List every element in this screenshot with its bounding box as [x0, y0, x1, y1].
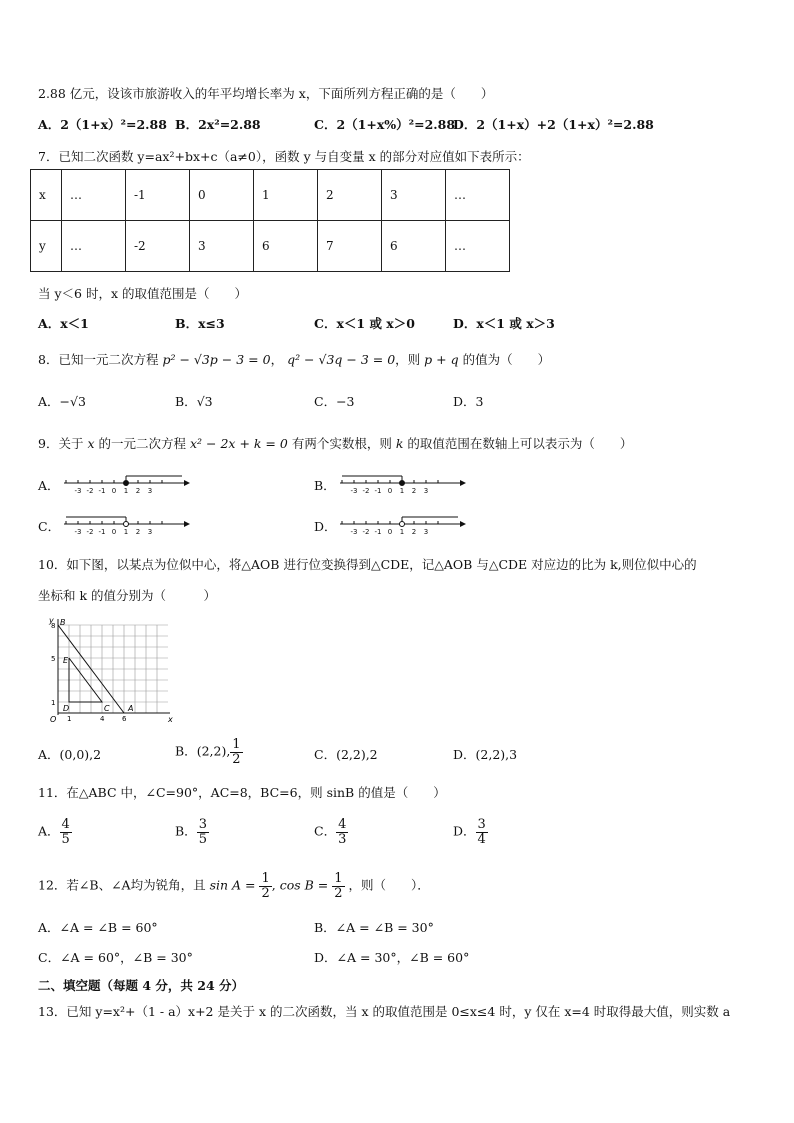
table-cell: 3 [190, 221, 254, 272]
tick-label: -1 [374, 528, 382, 536]
tick-label: 1 [399, 528, 405, 536]
q11-option-a[interactable] [38, 818, 72, 846]
q11-fraction-a [60, 818, 72, 846]
tick-label: 2 [135, 487, 141, 495]
table-cell: 6 [254, 221, 318, 272]
q12-stem-a: 12．若∠B、∠A均为锐角，且 [38, 877, 206, 893]
q6-option-c[interactable]: C．2（1+x%）²=2.88 [314, 117, 456, 132]
numerator: 4 [338, 817, 347, 832]
q12-option-a[interactable]: A．∠A = ∠B = 60° [38, 920, 158, 935]
ytick: 1 [51, 699, 56, 707]
option-letter: D． [453, 747, 476, 762]
q8-option-a[interactable] [38, 392, 86, 410]
option-letter: C． [314, 823, 337, 839]
q8-eq1: p² − √3p − 3 = 0 [162, 352, 271, 367]
tick-label: -2 [362, 487, 370, 495]
table-cell: 7 [318, 221, 382, 272]
tick-label: 3 [423, 528, 429, 536]
option-letter: D． [453, 823, 476, 839]
q9-option-a[interactable] [38, 476, 60, 494]
q9-stem-a: 9．关于 [38, 436, 84, 451]
q8-stem-a: 8．已知一元二次方程 [38, 352, 159, 367]
table-cell: -1 [126, 170, 190, 221]
closed-point [400, 481, 405, 486]
option-letter: A． [38, 823, 60, 839]
label-D: D [63, 704, 70, 713]
q6-stem: 2.88 亿元，设该市旅游收入的年平均增长率为 x，下面所列方程正确的是（ ） [38, 86, 494, 101]
q12-option-c[interactable]: C．∠A = 60°，∠B = 30° [38, 950, 193, 965]
table-cell: y [31, 221, 62, 272]
q10-value-c: (2,2),2 [336, 747, 378, 762]
arrow-head [184, 521, 190, 527]
q12-stem [38, 872, 430, 900]
tick-label: -1 [98, 528, 106, 536]
q8-eq2: q² − √3q − 3 = 0 [287, 352, 396, 367]
xtick: 6 [122, 715, 127, 723]
denominator: 5 [61, 831, 70, 847]
q12-cosB: cos B = [279, 877, 329, 893]
table-cell: 2 [318, 170, 382, 221]
tick-label: -1 [98, 487, 106, 495]
label-E: E [63, 656, 69, 665]
q8-option-c[interactable] [314, 392, 355, 410]
closed-point [124, 481, 129, 486]
number-line-b [336, 470, 466, 496]
option-letter: D． [453, 394, 476, 409]
option-letter: B． [175, 394, 197, 409]
q9-stem-b: 的一元二次方程 [98, 436, 186, 451]
q10-option-c[interactable] [314, 745, 378, 763]
tick-label: -1 [374, 487, 382, 495]
label-x: x [168, 715, 173, 724]
open-point [400, 522, 405, 527]
q11-stem: 11．在△ABC 中，∠C=90°，AC=8，BC=6，则 sinB 的值是（ ） [38, 785, 446, 800]
q7-stem: 7．已知二次函数 y=ax²+bx+c（a≠0），函数 y 与自变量 x 的部分对应值如下表所示： [38, 149, 530, 164]
numerator: 1 [232, 737, 241, 752]
q10-option-a[interactable] [38, 745, 101, 763]
q11-option-d[interactable] [453, 818, 488, 846]
tick-label: 3 [423, 487, 429, 495]
q10-fraction-b [230, 738, 242, 766]
ytick: 8 [51, 622, 56, 630]
q8-option-d[interactable] [453, 392, 483, 410]
q11-fraction-d [476, 818, 488, 846]
q9-eq: x² − 2x + k = 0 [189, 436, 288, 451]
option-letter: D． [314, 519, 337, 534]
xtick: 1 [67, 715, 72, 723]
numerator: 1 [334, 871, 343, 886]
numerator: 3 [198, 817, 207, 832]
q8-value-c: −3 [336, 394, 355, 409]
option-letter: A． [38, 478, 60, 493]
q12-frac-sin [259, 872, 271, 900]
table-cell: … [62, 170, 126, 221]
q7-option-b[interactable]: B．x≤3 [175, 316, 225, 331]
tick-label: 3 [147, 487, 153, 495]
table-cell: x [31, 170, 62, 221]
q10-value-d: (2,2),3 [475, 747, 518, 762]
q8-stem-c: 的值为（ ） [462, 352, 551, 367]
denominator: 2 [232, 751, 241, 767]
q11-fraction-b [197, 818, 209, 846]
q9-stem-c: 有两个实数根，则 [291, 436, 392, 451]
tick-label: 0 [111, 528, 117, 536]
table-cell: 0 [190, 170, 254, 221]
tick-label: 0 [387, 487, 393, 495]
xtick: 4 [100, 715, 105, 723]
q9-var-x: x [87, 436, 95, 451]
tick-label: 1 [123, 487, 129, 495]
q10-value-a: (0,0),2 [59, 747, 102, 762]
numerator: 3 [477, 817, 486, 832]
q9-option-d[interactable] [314, 517, 337, 535]
q12-stem-b: ，则（ ）． [348, 877, 430, 893]
label-A: A [128, 704, 134, 713]
option-letter: B． [175, 743, 197, 759]
table-cell: 3 [382, 170, 446, 221]
q8-value-a: −√3 [59, 394, 86, 409]
q8-value-b: √3 [196, 394, 213, 409]
tick-label: 3 [147, 528, 153, 536]
table-cell: … [62, 221, 126, 272]
tick-label: 1 [123, 528, 129, 536]
open-point [124, 522, 129, 527]
tick-label: -3 [350, 528, 358, 536]
numerator: 4 [61, 817, 70, 832]
q12-comma: , [271, 877, 276, 893]
option-letter: C． [38, 519, 61, 534]
q11-option-c[interactable] [314, 818, 348, 846]
q9-stem [38, 434, 632, 452]
q8-option-b[interactable] [175, 392, 213, 410]
tick-label: -2 [362, 528, 370, 536]
tick-label: -2 [86, 528, 94, 536]
q12-frac-cos [332, 872, 344, 900]
denominator: 5 [198, 831, 207, 847]
q9-option-b[interactable] [314, 476, 336, 494]
tick-label: -2 [86, 487, 94, 495]
q6-option-a[interactable]: A．2（1+x）²=2.88 [38, 117, 167, 132]
section-title: 二、填空题（每题 4 分，共 24 分） [38, 978, 245, 993]
table-cell: … [446, 170, 510, 221]
table-row [31, 221, 510, 272]
label-B: B [60, 618, 66, 627]
denominator: 2 [261, 885, 270, 901]
arrow-head [460, 521, 466, 527]
q8-sep: ， [270, 352, 284, 367]
q9-option-c[interactable] [38, 517, 60, 535]
q11-option-b[interactable] [175, 818, 209, 846]
label-C: C [104, 704, 110, 713]
tick-label: 2 [411, 487, 417, 495]
table-cell: -2 [126, 221, 190, 272]
option-letter: B． [175, 823, 197, 839]
q10-line1: 10．如下图，以某点为位似中心，将△AOB 进行位变换得到△CDE，记△AOB 与△CDE 对应边的比为 k,则位似中心的 [38, 557, 697, 572]
label-O: O [50, 715, 57, 724]
q10-value-b: (2,2), [196, 743, 231, 759]
q6-option-d[interactable]: D．2（1+x）+2（1+x）²=2.88 [453, 117, 654, 132]
label-y: y [49, 616, 54, 625]
denominator: 4 [477, 831, 486, 847]
denominator: 3 [338, 831, 347, 847]
q9-stem-d: 的取值范围在数轴上可以表示为（ ） [407, 436, 633, 451]
option-letter: A． [38, 394, 60, 409]
tick-label: -3 [74, 487, 82, 495]
q8-stem [38, 350, 550, 368]
tick-label: 1 [399, 487, 405, 495]
tick-label: -3 [74, 528, 82, 536]
tick-label: 2 [135, 528, 141, 536]
option-letter: B． [314, 478, 336, 493]
q7-question: 当 y＜6 时，x 的取值范围是（ ） [38, 286, 247, 301]
q9-var-k: k [395, 436, 404, 451]
q10-grid-figure [38, 615, 178, 725]
q7-value-table [30, 169, 510, 272]
numerator: 1 [261, 871, 270, 886]
q8-stem-b: ，则 [395, 352, 421, 367]
q6-option-b[interactable]: B．2x²=2.88 [175, 117, 261, 132]
grid [58, 625, 168, 713]
number-line-a [60, 470, 190, 496]
q7-option-a[interactable]: A．x＜1 [38, 316, 89, 331]
q8-value-d: 3 [475, 394, 484, 409]
number-line-c [60, 511, 190, 537]
q7-option-c[interactable]: C．x＜1 或 x＞0 [314, 316, 415, 331]
q10-option-d[interactable] [453, 745, 517, 763]
q10-line2: 坐标和 k 的值分别为（ ） [38, 588, 217, 603]
q12-option-d[interactable]: D．∠A = 30°，∠B = 60° [314, 950, 470, 965]
arrow-head [460, 480, 466, 486]
tick-label: 2 [411, 528, 417, 536]
table-row [31, 170, 510, 221]
denominator: 2 [334, 885, 343, 901]
table-cell: 1 [254, 170, 318, 221]
arrow-head [184, 480, 190, 486]
table-cell: … [446, 221, 510, 272]
tick-label: 0 [387, 528, 393, 536]
q10-option-b[interactable] [175, 738, 243, 766]
q12-option-b[interactable]: B．∠A = ∠B = 30° [314, 920, 434, 935]
tick-label: -3 [350, 487, 358, 495]
option-letter: C． [314, 394, 337, 409]
number-line-d [336, 511, 466, 537]
q7-option-d[interactable]: D．x＜1 或 x＞3 [453, 316, 555, 331]
tick-label: 0 [111, 487, 117, 495]
q11-fraction-c [336, 818, 348, 846]
q8-expr: p + q [424, 352, 459, 367]
table-cell: 6 [382, 221, 446, 272]
option-letter: A． [38, 747, 60, 762]
option-letter: C． [314, 747, 337, 762]
q12-sinA: sin A = [209, 877, 256, 893]
q13-stem: 13．已知 y=x²+（1 - a）x+2 是关于 x 的二次函数，当 x 的取值范围是 0≤x≤4 时，y 仅在 x=4 时取得最大值，则实数 a [38, 1004, 731, 1019]
ytick: 5 [51, 655, 56, 663]
